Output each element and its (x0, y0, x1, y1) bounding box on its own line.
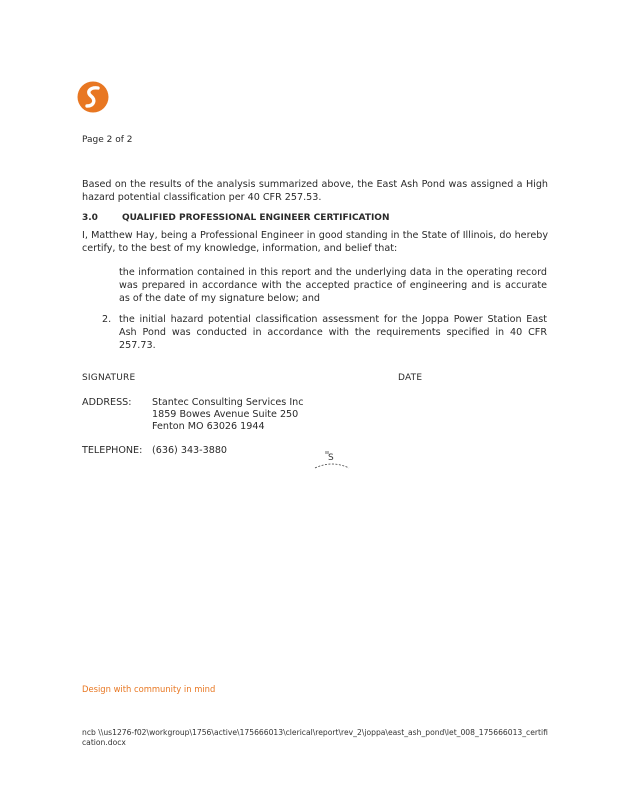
page-number: Page 2 of 2 (82, 135, 133, 145)
section-heading (82, 213, 390, 223)
address-label: ADDRESS: (82, 397, 132, 408)
seal-mark-icon (312, 446, 352, 472)
list-item-number: 2. (102, 314, 112, 325)
section-number: 3.0 (82, 213, 98, 223)
list-item: the information contained in this report and the underlying data in the operating record was prepared in accordance with the accepted practice of engineering and is accurate as of the date of my signature below; and (119, 267, 547, 304)
footer-tagline: Design with community in mind (82, 684, 216, 694)
date-label: DATE (398, 373, 423, 383)
list-item: the initial hazard potential classification assessment for the Joppa Power Station East Ash Pond was conducted in accordance with the requirements specified in 40 CFR 257.73. (119, 314, 547, 351)
address-line: Fenton MO 63026 1944 (152, 421, 265, 432)
file-path: ncb \\us1276-f02\workgroup\1756\active\175666013\clerical\report\rev_2\joppa\east_ash_pond\let_008_175666013_certification.docx (82, 728, 548, 747)
telephone-label: TELEPHONE: (82, 445, 143, 456)
signature-label: SIGNATURE (82, 373, 136, 383)
svg-text:S: S (328, 453, 334, 463)
section-title: QUALIFIED PROFESSIONAL ENGINEER CERTIFICATION (122, 213, 390, 223)
address-line: 1859 Bowes Avenue Suite 250 (152, 409, 299, 420)
certify-paragraph: I, Matthew Hay, being a Professional Engineer in good standing in the State of Illinois, do hereby certify, to the best of my knowledge, information, and belief that: (82, 230, 548, 254)
intro-paragraph: Based on the results of the analysis summarized above, the East Ash Pond was assigned a High hazard potential classification per 40 CFR 257.53. (82, 179, 548, 203)
stantec-logo-icon (76, 80, 110, 114)
telephone-value: (636) 343-3880 (152, 445, 228, 456)
address-line: Stantec Consulting Services Inc (152, 397, 304, 408)
